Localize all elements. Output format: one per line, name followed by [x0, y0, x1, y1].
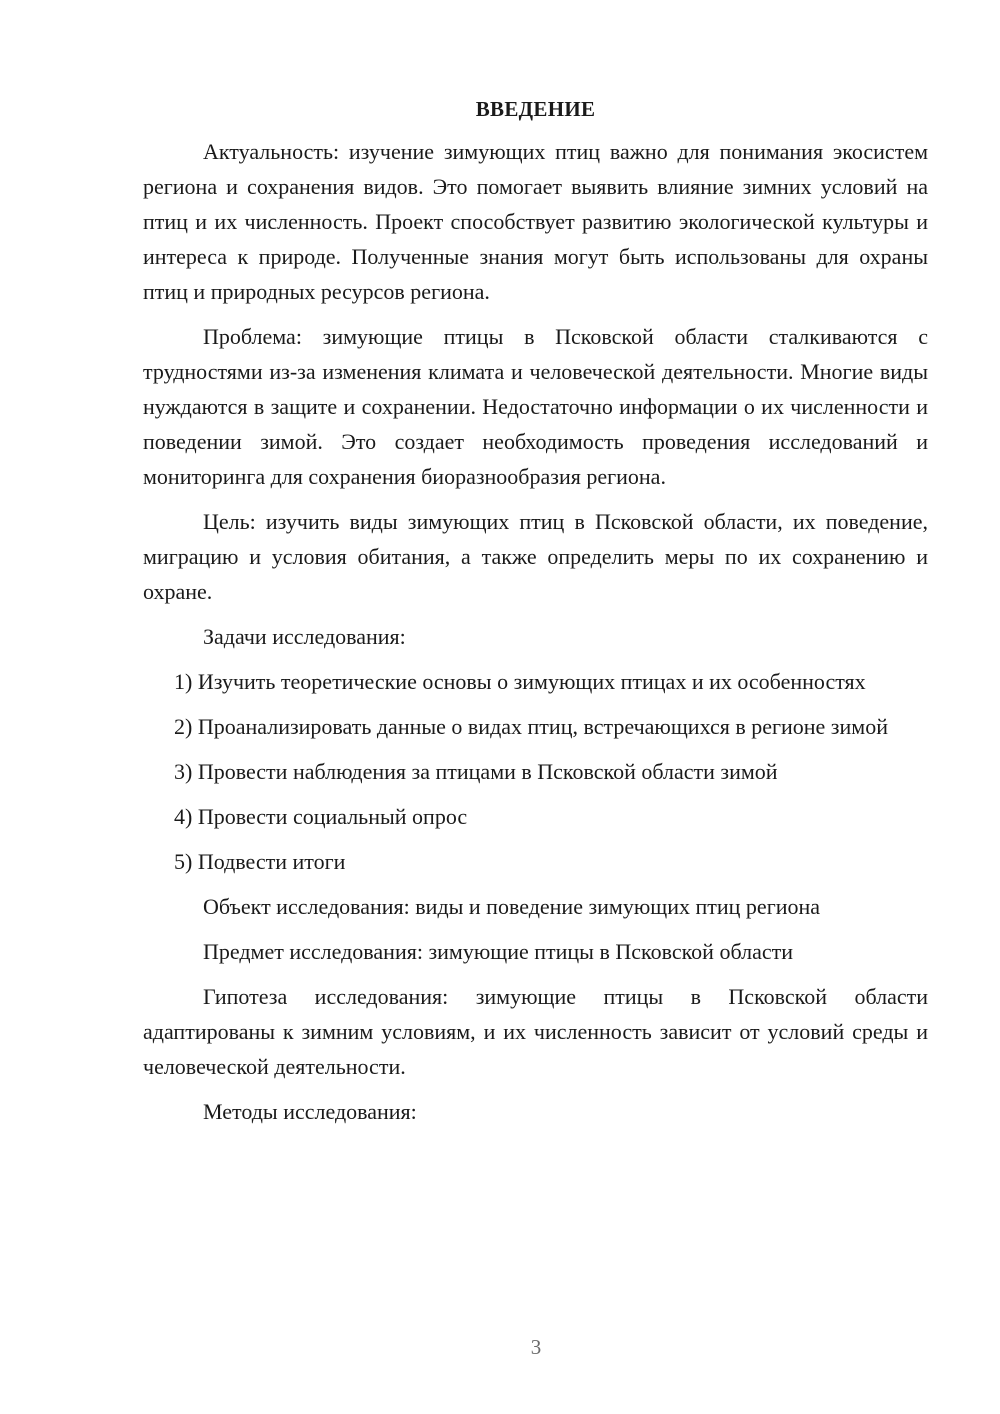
section-title: ВВЕДЕНИЕ [475, 97, 596, 121]
methods-heading: Методы исследования: [203, 1099, 417, 1124]
tasks-heading: Задачи исследования: [203, 624, 406, 649]
problem-paragraph: Проблема: зимующие птицы в Псковской области сталкиваются с трудностями из-за изменения климата и человеческой деятельности. Многие виды нуждаются в защите и сохранении. Недостаточно информации о их численности и поведении зимой. Это создает необходимость проведения исследований и мониторинга для сохранения биоразнообразия региона. [143, 324, 928, 489]
research-subject: Предмет исследования: зимующие птицы в Псковской области [203, 939, 793, 964]
goal-paragraph: Цель: изучить виды зимующих птиц в Псковской области, их поведение, миграцию и условия обитания, а также определить меры по их сохранению и охране. [143, 509, 928, 604]
page-number: 3 [530, 1335, 542, 1359]
task-item-1: 1) Изучить теоретические основы о зимующих птицах и их особенностях [174, 669, 866, 694]
task-item-3: 3) Провести наблюдения за птицами в Псковской области зимой [174, 759, 778, 784]
task-item-5: 5) Подвести итоги [174, 849, 346, 874]
page-content [143, 92, 928, 1139]
task-item-4: 4) Провести социальный опрос [174, 804, 468, 829]
task-item-2: 2) Проанализировать данные о видах птиц, встречающихся в регионе зимой [174, 714, 888, 739]
research-object: Объект исследования: виды и поведение зимующих птиц региона [203, 894, 821, 919]
relevance-paragraph: Актуальность: изучение зимующих птиц важно для понимания экосистем региона и сохранения видов. Это помогает выявить влияние зимних условий на птиц и их численность. Проект способствует развитию экологической культуры и интереса к природе. Полученные знания могут быть использованы для охраны птиц и природных ресурсов региона. [143, 139, 928, 304]
research-hypothesis: Гипотеза исследования: зимующие птицы в Псковской области адаптированы к зимним условиям, и их численность зависит от условий среды и человеческой деятельности. [143, 984, 928, 1079]
